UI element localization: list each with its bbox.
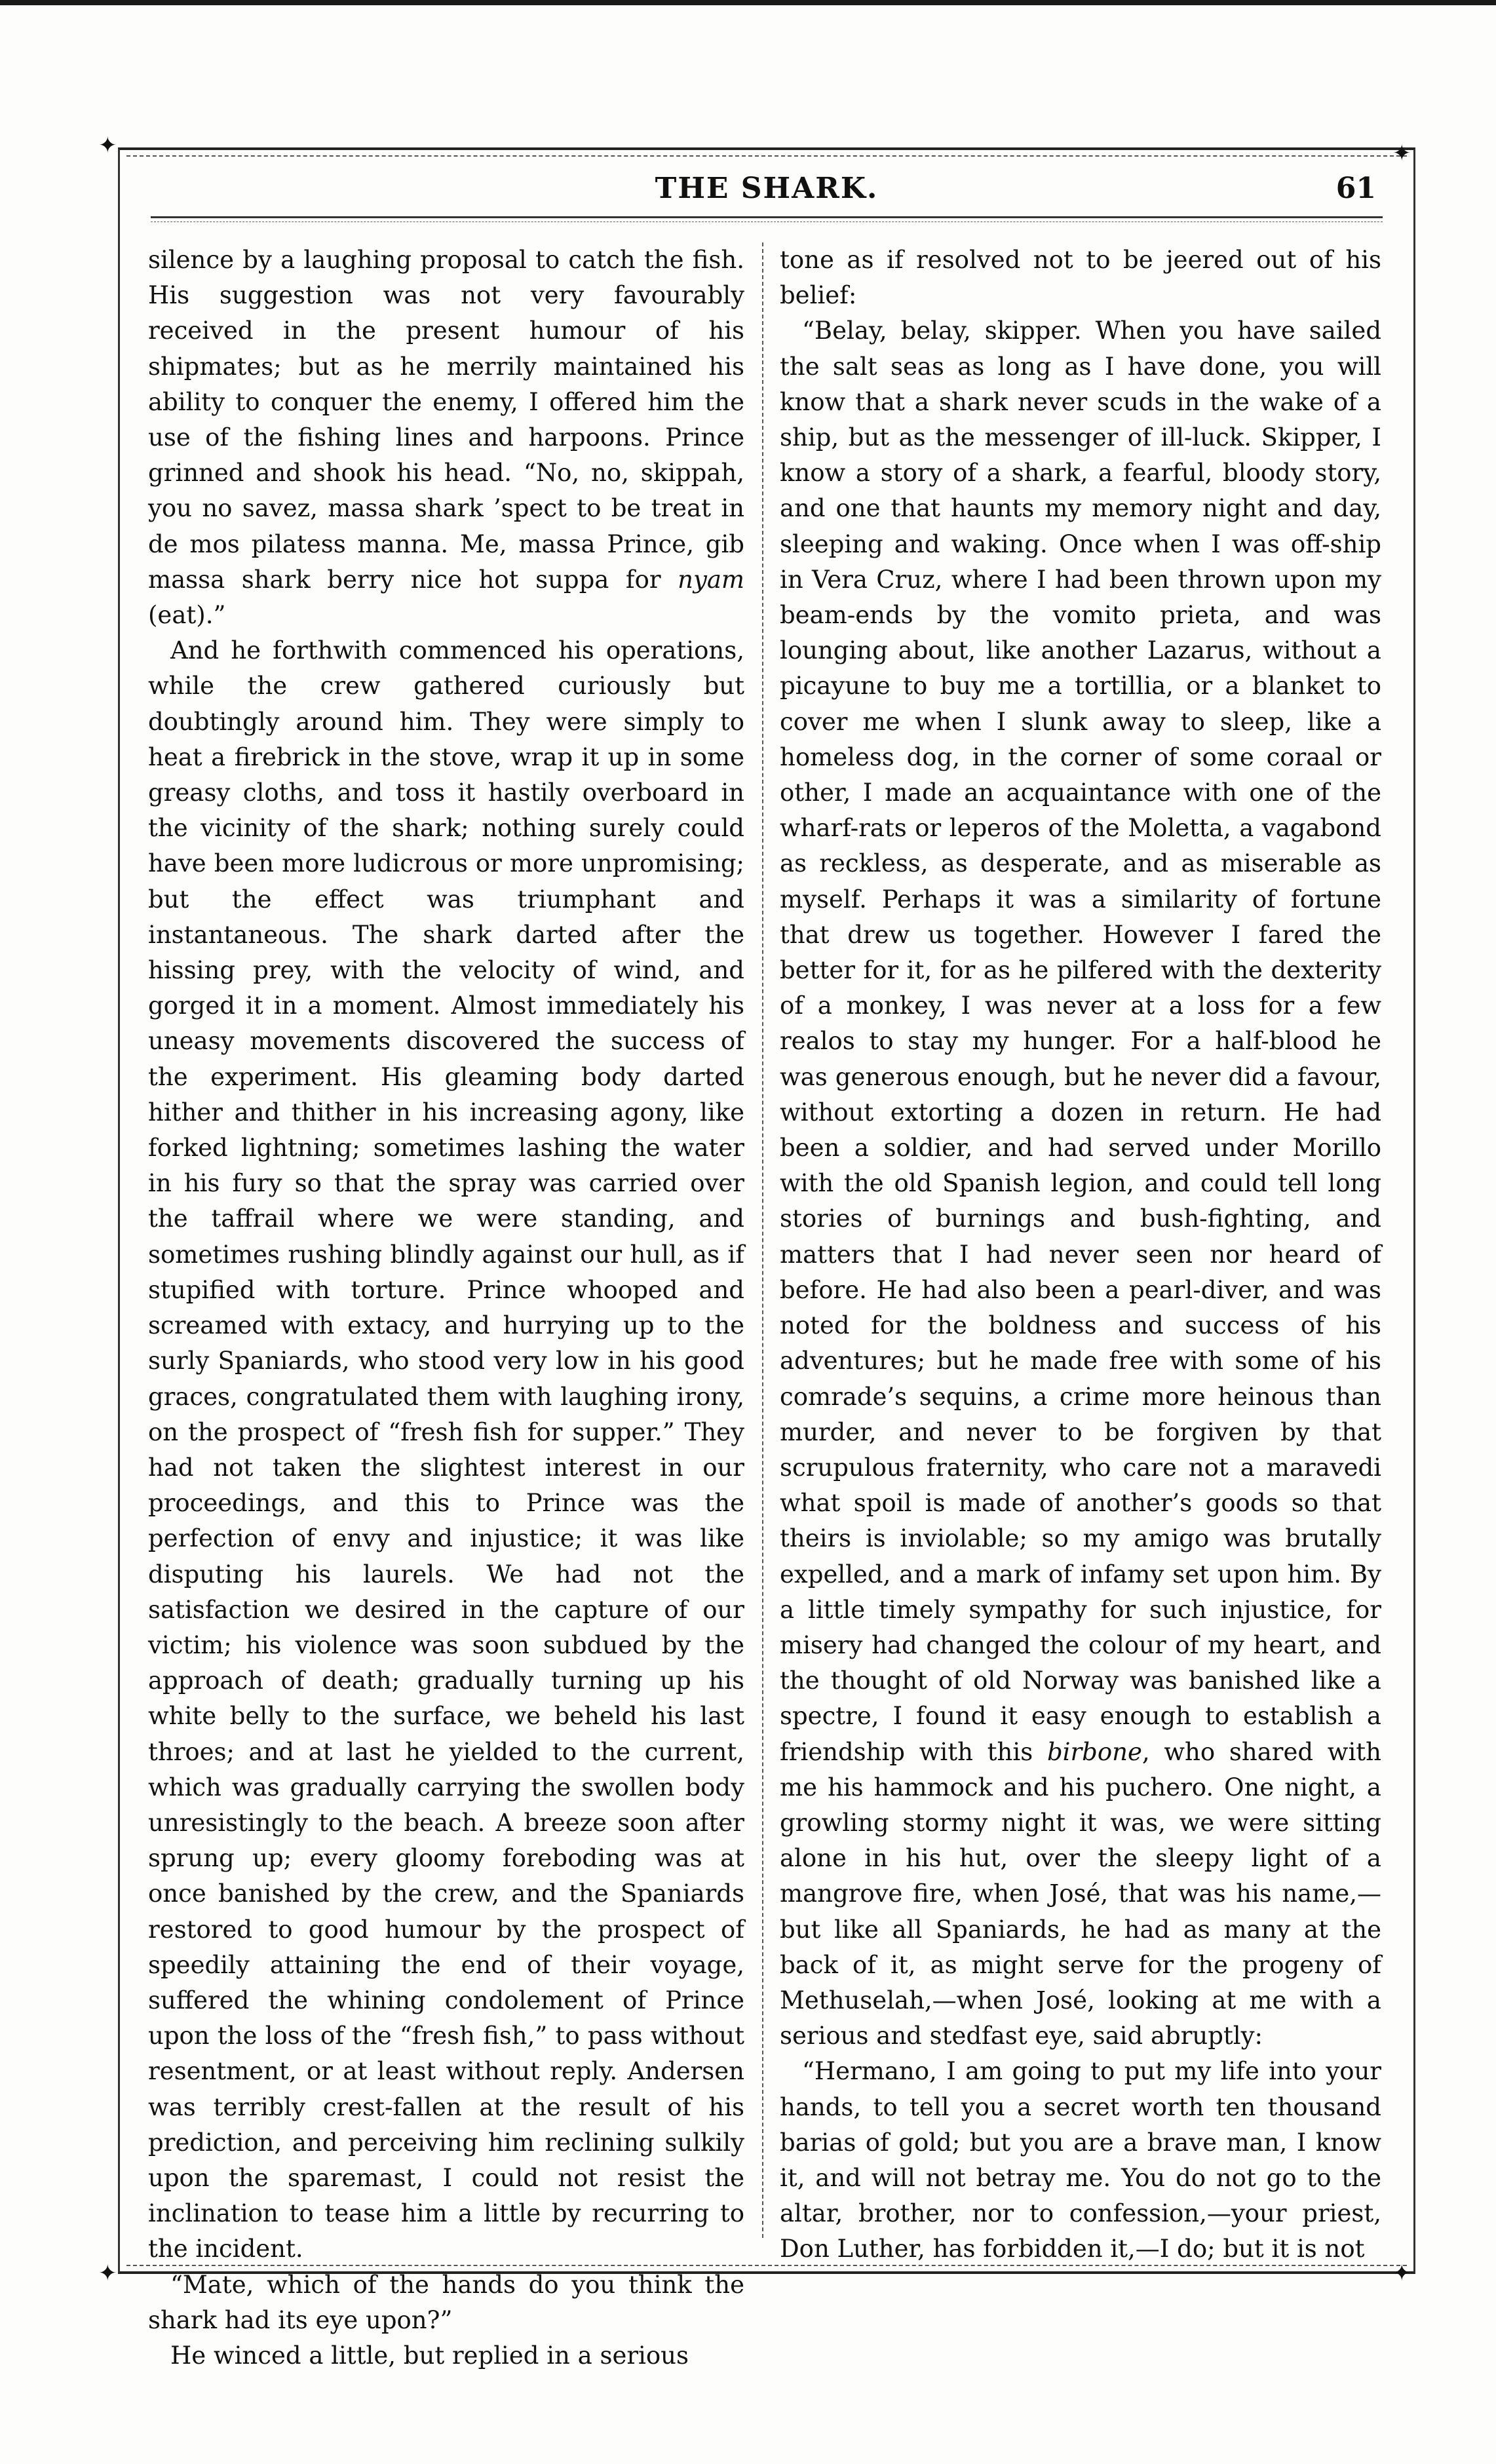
page-header [151, 172, 1383, 218]
corner-ornament-icon: ✦ [98, 132, 117, 159]
corner-ornament-icon: ✦ [98, 2260, 117, 2286]
scan-edge [0, 0, 1496, 5]
paragraph: tone as if resolved not to be jeered out of his belief: [780, 246, 1381, 310]
paragraph [780, 313, 1381, 2054]
italic-word: birbone [1046, 1737, 1142, 1766]
corner-ornament-icon: ✦ [1392, 2260, 1411, 2286]
paragraph-text: , who shared with me his hammock and his puchero. One night, a growling stormy night it was, we were sitting alone in his hut, over the sleepy light of a mangrove fire, when José, that was his name,—but like all Spaniards, he had as many at the back of it, as might serve for the progeny of Methuselah,—when José, looking at me with a serious and stedfast eye, said abruptly: [780, 1737, 1381, 2050]
left-column [148, 242, 744, 2374]
paragraph-text: silence by a laughing proposal to catch the fish. His suggestion was not very favourably received in the present humour of his shipmates; but as he merrily maintained his ability to conquer the enemy, I offered him the use of the fishing lines and harpoons. Prince grinned and shook his head. “No, no, skippah, you no savez, massa shark ’spect to be treat in de mos pilatess manna. Me, massa Prince, gib massa shark berry nice hot suppa for [148, 246, 744, 594]
paragraph: “Mate, which of the hands do you think the shark had its eye upon?” [148, 2270, 744, 2334]
corner-ornament-icon: ✦ [1392, 140, 1411, 166]
header-rule-dashed [151, 221, 1383, 222]
column-divider [762, 242, 763, 2238]
paragraph-text: (eat).” [148, 601, 226, 630]
paragraph-text: “Belay, belay, skipper. When you have sailed the salt seas as long as I have done, you will know that a shark never scuds in the wake of a ship, but as the messenger of ill-luck. Skipper, I know a story of a shark, a fearful, bloody story, and one that haunts my memory night and day, sleeping and waking. Once when I was off-ship in Vera Cruz, where I had been thrown upon my beam-ends by the vomito prieta, and was lounging about, like another Lazarus, without a picayune to buy me a tortillia, or a blanket to cover me when I slunk away to sleep, like a homeless dog, in the corner of some coraal or other, I made an acquaintance with one of the wharf-rats or leperos of the Moletta, a vagabond as reckless, as desperate, and as miserable as myself. Perhaps it was a similarity of fortune that drew us together. However I fared the better for it, for as he pilfered with the dexterity of a monkey, I was never at a loss for a few realos to stay my hunger. For a half-blood he was generous enough, but he never did a favour, without extorting a dozen in return. He had been a soldier, and had served under Morillo with the old Spanish legion, and could tell long stories of burnings and bush-fighting, and matters that I had never seen nor heard of before. He had also been a pearl-diver, and was noted for the boldness and success of his adventures; but he made free with some of his comrade’s sequins, a crime more heinous than murder, and never to be forgiven by that scrupulous fraternity, who care not a maravedi what spoil is made of another’s goods so that theirs is inviolable; so my amigo was brutally expelled, and a mark of infamy set upon him. By a little timely sympathy for such injustice, for misery had changed the colour of my heart, and the thought of old Norway was banished like a spectre, I found it easy enough to establish a friendship with this [780, 317, 1381, 1766]
page-number: 61 [1335, 172, 1376, 205]
header-rule [151, 216, 1383, 218]
paragraph [148, 242, 744, 633]
paragraph: And he forthwith commenced his operations, while the crew gathered curiously but doubtingly around him. They were simply to heat a firebrick in the stove, wrap it up in some greasy cloths, and toss it hastily overboard in the vicinity of the shark; nothing surely could have been more ludicrous or more unpromising; but the effect was triumphant and instantaneous. The shark darted after the hissing prey, with the velocity of wind, and gorged it in a moment. Almost immediately his uneasy movements discovered the success of the experiment. His gleaming body darted hither and thither in his increasing agony, like forked lightning; sometimes lashing the water in his fury so that the spray was carried over the taffrail where we were standing, and sometimes rushing blindly against our hull, as if stupified with torture. Prince whooped and screamed with extacy, and hurrying up to the surly Spaniards, who stood very low in his good graces, congratulated them with laughing irony, on the prospect of “fresh fish for supper.” They had not taken the slightest interest in our proceedings, and this to Prince was the perfection of envy and injustice; it was like disputing his laurels. We had not the satisfaction we desired in the capture of our victim; his violence was soon subdued by the approach of death; gradually turning up his white belly to the surface, we beheld his last throes; and at last he yielded to the current, which was gradually carrying the swollen body unresistingly to the beach. A breeze soon after sprung up; every gloomy foreboding was at once banished by the crew, and the Spaniards restored to good humour by the prospect of speedily attaining the end of their voyage, suffered the whining condolement of Prince upon the loss of the “fresh fish,” to pass without resentment, or at least without reply. Andersen was terribly crest-fallen at the result of his prediction, and perceiving him reclining sulkily upon the sparemast, I could not resist the inclination to tease him a little by recurring to the incident. [148, 636, 744, 2263]
paragraph: He winced a little, but replied in a serious [170, 2341, 689, 2370]
right-column [780, 242, 1381, 2267]
italic-word: nyam [678, 565, 744, 594]
running-title: THE SHARK. [655, 172, 879, 205]
paragraph: “Hermano, I am going to put my life into your hands, to tell you a secret worth ten thousand barias of gold; but you are a brave man, I know it, and will not betray me. You do not go to the altar, brother, nor to confession,—your priest, Don Luther, has forbidden it,—I do; but it is not [780, 2057, 1381, 2263]
